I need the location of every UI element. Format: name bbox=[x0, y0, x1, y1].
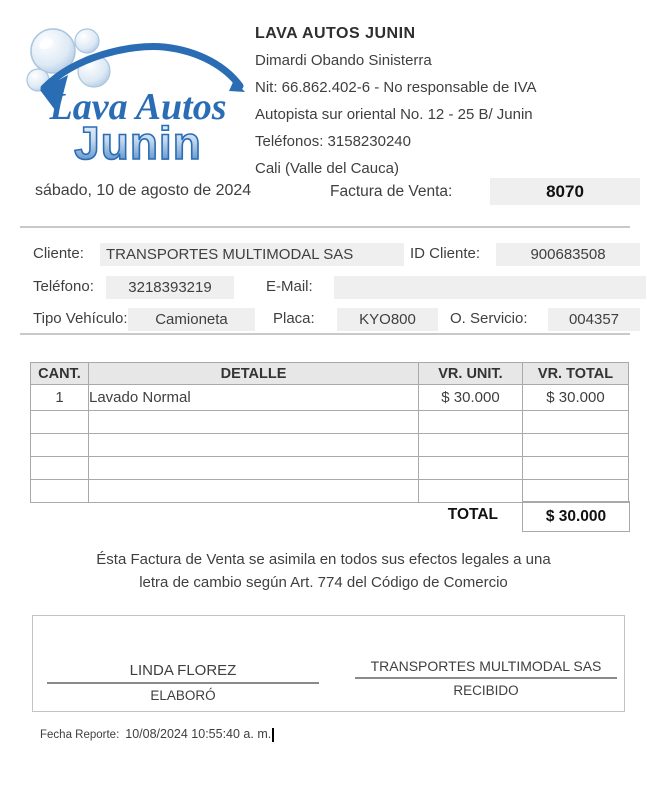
total-label: TOTAL bbox=[447, 506, 498, 523]
table-header-vr-unit: VR. UNIT. bbox=[419, 363, 523, 385]
cell-cant: 1 bbox=[31, 385, 89, 411]
cell-detalle bbox=[89, 480, 419, 503]
placa-value: KYO800 bbox=[337, 308, 438, 331]
cell-detalle bbox=[89, 434, 419, 457]
divider-mid bbox=[20, 333, 630, 335]
cell-cant bbox=[31, 457, 89, 480]
invoice-number-value: 8070 bbox=[490, 178, 640, 205]
items-table bbox=[30, 362, 629, 503]
legal-line-1: Ésta Factura de Venta se asimila en todos sus efectos legales a una bbox=[96, 551, 551, 568]
table-header-row bbox=[31, 363, 629, 385]
cliente-value: TRANSPORTES MULTIMODAL SAS bbox=[100, 243, 404, 266]
signature-elaboro bbox=[47, 662, 319, 703]
id-cliente-label: ID Cliente: bbox=[410, 245, 481, 262]
company-phones: Teléfonos: 3158230240 bbox=[255, 133, 411, 150]
cell-vr-total bbox=[523, 411, 629, 434]
company-logo bbox=[22, 18, 250, 166]
logo-text-lava-autos: Lava Autos bbox=[49, 86, 227, 128]
telefono-value: 3218393219 bbox=[106, 276, 234, 299]
recibido-role: RECIBIDO bbox=[453, 683, 519, 698]
id-cliente-value: 900683508 bbox=[496, 243, 640, 266]
elaboro-role: ELABORÓ bbox=[150, 688, 216, 703]
email-value bbox=[334, 276, 646, 299]
table-header-cant: CANT. bbox=[31, 363, 89, 385]
placa-label: Placa: bbox=[273, 310, 315, 327]
fecha-reporte[interactable] bbox=[40, 727, 274, 742]
table-row bbox=[31, 385, 629, 411]
invoice-number-label: Factura de Venta: bbox=[330, 183, 453, 200]
cell-detalle bbox=[89, 457, 419, 480]
cell-cant bbox=[31, 411, 89, 434]
cell-cant bbox=[31, 434, 89, 457]
table-header-vr-total: VR. TOTAL bbox=[523, 363, 629, 385]
cell-vr-unit bbox=[419, 411, 523, 434]
cell-vr-total: $ 30.000 bbox=[523, 385, 629, 411]
recibido-name: TRANSPORTES MULTIMODAL SAS bbox=[355, 658, 617, 679]
telefono-label: Teléfono: bbox=[33, 278, 94, 295]
cell-vr-unit bbox=[419, 480, 523, 503]
signature-recibido bbox=[355, 658, 617, 698]
signature-box bbox=[32, 615, 625, 712]
divider-top bbox=[20, 226, 630, 228]
o-servicio-label: O. Servicio: bbox=[450, 310, 528, 327]
tipo-vehiculo-value: Camioneta bbox=[128, 308, 255, 331]
company-address: Autopista sur oriental No. 12 - 25 B/ Junin bbox=[255, 106, 533, 123]
cell-vr-total bbox=[523, 434, 629, 457]
email-label: E-Mail: bbox=[266, 278, 313, 295]
cell-vr-total bbox=[523, 457, 629, 480]
cell-vr-unit bbox=[419, 434, 523, 457]
tipo-vehiculo-label: Tipo Vehículo: bbox=[33, 310, 128, 327]
invoice-date: sábado, 10 de agosto de 2024 bbox=[35, 182, 252, 199]
table-row bbox=[31, 411, 629, 434]
cell-vr-unit bbox=[419, 457, 523, 480]
table-row bbox=[31, 480, 629, 503]
company-nit: Nit: 66.862.402-6 - No responsable de IVA bbox=[255, 79, 537, 96]
company-owner: Dimardi Obando Sinisterra bbox=[255, 52, 432, 69]
fecha-reporte-label: Fecha Reporte: bbox=[40, 729, 120, 741]
legal-note bbox=[0, 548, 647, 594]
table-row bbox=[31, 434, 629, 457]
cell-vr-total bbox=[523, 480, 629, 503]
total-value: $ 30.000 bbox=[522, 501, 630, 532]
logo-text-junin: Junin bbox=[74, 117, 202, 166]
cliente-label: Cliente: bbox=[33, 245, 84, 262]
cell-detalle: Lavado Normal bbox=[89, 385, 419, 411]
table-header-detalle: DETALLE bbox=[89, 363, 419, 385]
cell-detalle bbox=[89, 411, 419, 434]
fecha-reporte-value[interactable]: 10/08/2024 10:55:40 a. m. bbox=[125, 727, 272, 741]
o-servicio-value: 004357 bbox=[548, 308, 640, 331]
table-row bbox=[31, 457, 629, 480]
elaboro-name: LINDA FLOREZ bbox=[47, 662, 319, 684]
legal-line-2: letra de cambio según Art. 774 del Código de Comercio bbox=[139, 574, 508, 591]
cell-cant bbox=[31, 480, 89, 503]
company-info bbox=[255, 20, 635, 182]
company-city: Cali (Valle del Cauca) bbox=[255, 160, 399, 177]
text-cursor bbox=[272, 728, 274, 742]
company-name: LAVA AUTOS JUNIN bbox=[255, 25, 416, 42]
bubbles-icon bbox=[27, 29, 110, 91]
cell-vr-unit: $ 30.000 bbox=[419, 385, 523, 411]
